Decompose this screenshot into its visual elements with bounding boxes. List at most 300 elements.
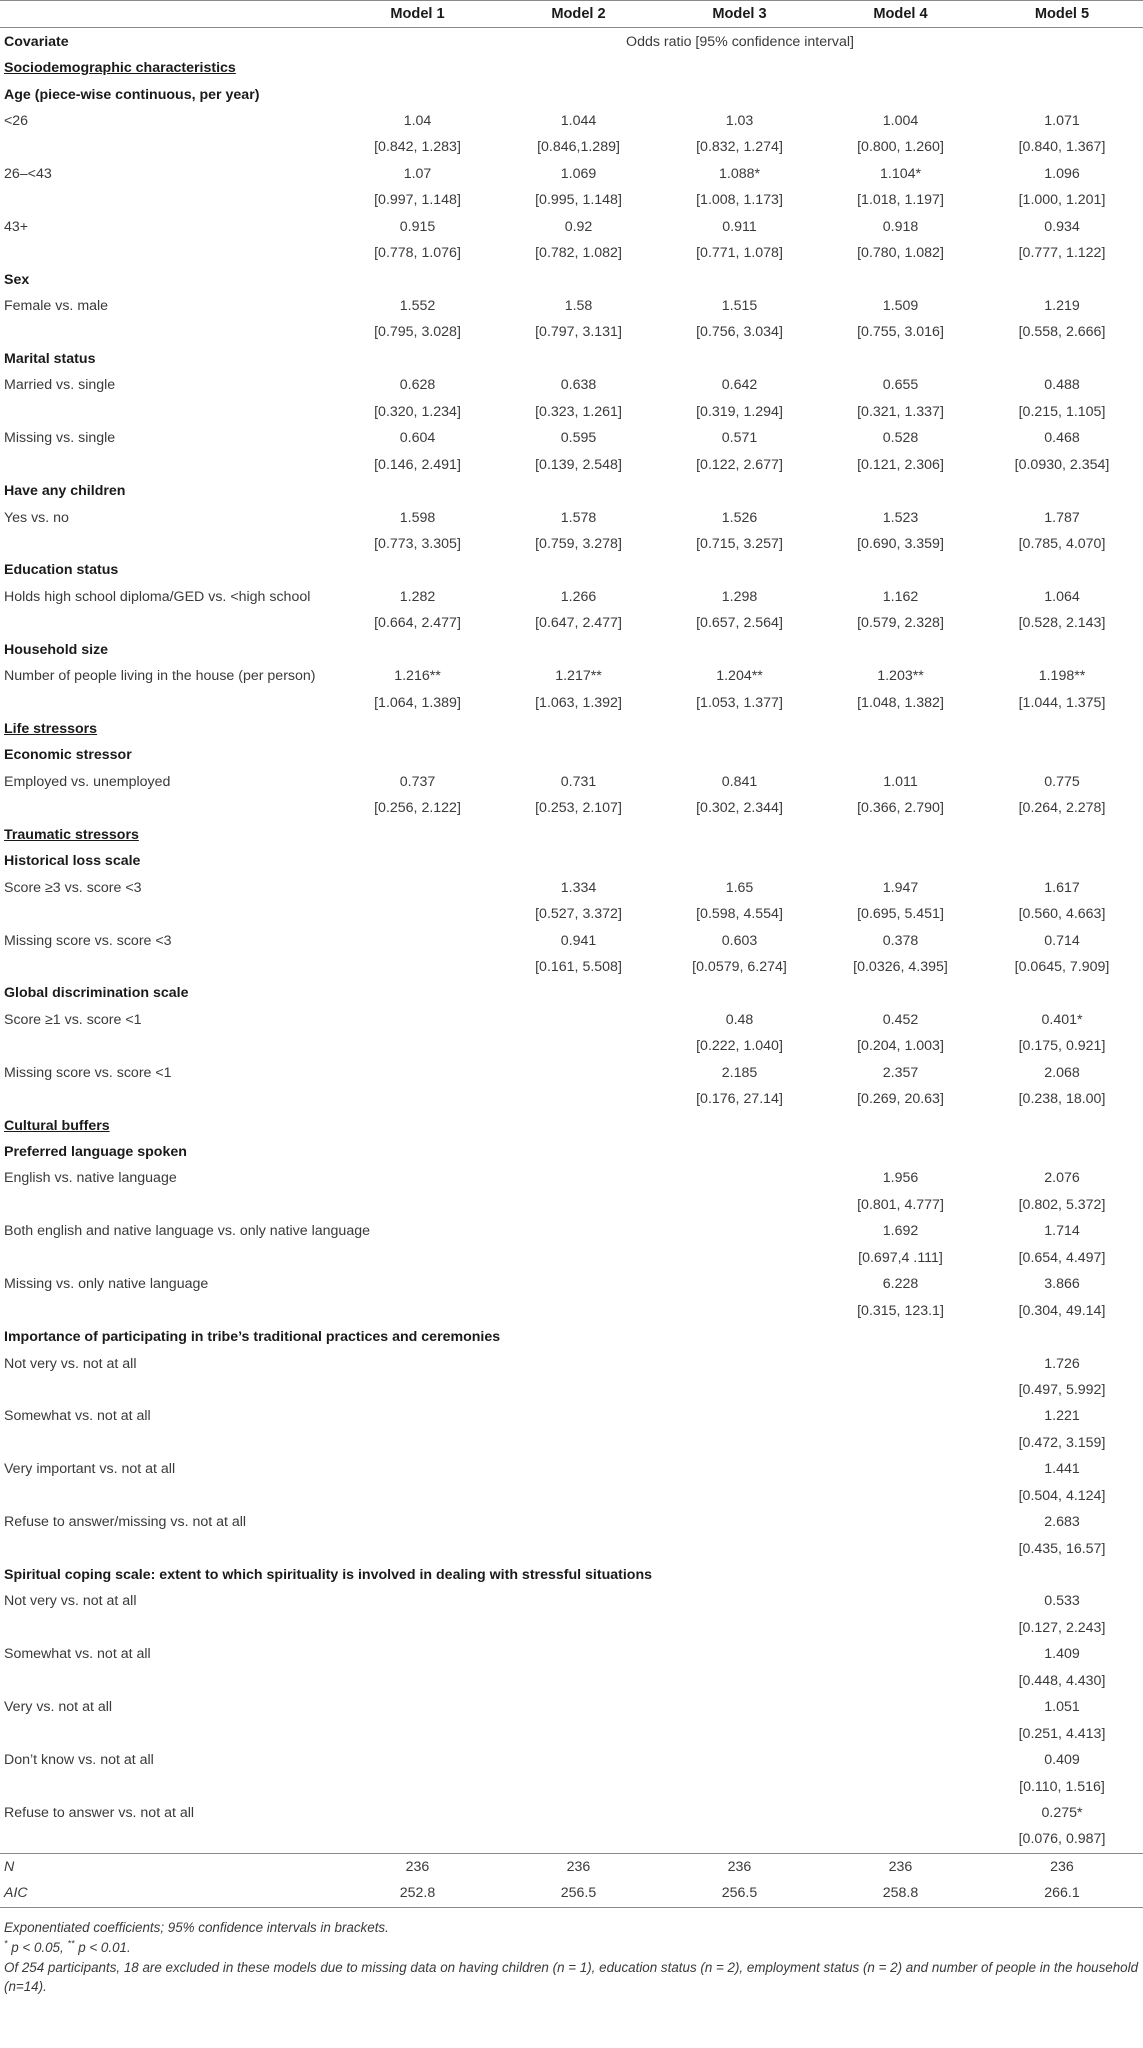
estimate-row bbox=[0, 1165, 1143, 1191]
row-label-blank bbox=[0, 795, 337, 821]
estimate-row bbox=[0, 108, 1143, 134]
estimate-row bbox=[0, 504, 1143, 530]
odds-ratio-cell: 0.528 bbox=[882, 430, 919, 447]
table-notes bbox=[0, 1908, 1143, 1996]
confidence-interval-cell bbox=[820, 1668, 981, 1694]
ci-row bbox=[0, 1826, 1143, 1853]
odds-ratio-cell: 1.298 bbox=[721, 588, 758, 605]
odds-ratio-cell: 1.221 bbox=[1044, 1408, 1080, 1425]
ci-row bbox=[0, 1615, 1143, 1641]
row-label-blank bbox=[0, 954, 337, 980]
confidence-interval-cell: [0.319, 1.294] bbox=[696, 403, 783, 420]
estimate-row bbox=[0, 1218, 1143, 1244]
confidence-interval-cell: [0.238, 18.00] bbox=[1018, 1091, 1106, 1108]
section-heading: Life stressors bbox=[4, 721, 98, 738]
confidence-interval-cell bbox=[820, 1483, 981, 1509]
confidence-interval-cell: [0.697,4 .111] bbox=[858, 1249, 943, 1266]
estimate-row bbox=[0, 663, 1143, 689]
confidence-interval-cell bbox=[659, 1615, 820, 1641]
odds-ratio-cell bbox=[337, 1060, 498, 1086]
odds-ratio-cell: 1.162 bbox=[882, 588, 919, 605]
confidence-interval-cell: [0.528, 2.143] bbox=[1018, 615, 1106, 632]
fit-statistic-value: 236 bbox=[820, 1853, 981, 1880]
confidence-interval-cell bbox=[659, 1826, 820, 1853]
confidence-interval-cell: [0.527, 3.372] bbox=[535, 906, 622, 923]
odds-ratio-cell: 1.216** bbox=[394, 668, 441, 685]
covariate-header: Covariate bbox=[4, 33, 69, 50]
odds-ratio-cell: 1.441 bbox=[1044, 1461, 1080, 1478]
confidence-interval-cell bbox=[337, 1615, 498, 1641]
fit-statistic-value: 258.8 bbox=[820, 1880, 981, 1907]
variable-group-label: Education status bbox=[4, 562, 119, 579]
odds-ratio-cell bbox=[337, 1271, 498, 1297]
fit-statistic-value: 236 bbox=[659, 1853, 820, 1880]
confidence-interval-cell: [0.256, 2.122] bbox=[374, 800, 461, 817]
confidence-interval-cell: [0.780, 1.082] bbox=[857, 245, 944, 262]
ci-row bbox=[0, 1192, 1143, 1218]
confidence-interval-cell bbox=[659, 1430, 820, 1456]
odds-ratio-cell: 0.655 bbox=[882, 377, 919, 394]
confidence-interval-cell: [1.064, 1.389] bbox=[374, 694, 461, 711]
header-blank bbox=[0, 1, 337, 28]
odds-ratio-cell bbox=[820, 1588, 981, 1614]
confidence-interval-cell bbox=[498, 1615, 659, 1641]
odds-ratio-cell: 1.409 bbox=[1044, 1646, 1080, 1663]
confidence-interval-cell: [0.146, 2.491] bbox=[374, 456, 461, 473]
row-label-blank bbox=[0, 1377, 337, 1403]
ci-row bbox=[0, 134, 1143, 160]
odds-ratio-cell: 1.515 bbox=[721, 298, 758, 315]
row-label-blank bbox=[0, 1720, 337, 1746]
variable-group-label: Age (piece-wise continuous, per year) bbox=[4, 86, 260, 103]
note-p01: p < 0.01. bbox=[74, 1939, 131, 1955]
estimate-row bbox=[0, 161, 1143, 187]
odds-ratio-cell bbox=[498, 1218, 659, 1244]
variable-group-row bbox=[0, 1562, 1143, 1588]
confidence-interval-cell: [0.122, 2.677] bbox=[696, 456, 783, 473]
variable-group-label: Marital status bbox=[4, 350, 96, 367]
odds-ratio-cell bbox=[820, 1350, 981, 1376]
odds-ratio-cell: 2.076 bbox=[1044, 1170, 1080, 1187]
note-p05: p < 0.05, bbox=[7, 1939, 68, 1955]
estimate-row bbox=[0, 1060, 1143, 1086]
ci-row bbox=[0, 399, 1143, 425]
confidence-interval-cell: [0.304, 49.14] bbox=[1018, 1302, 1106, 1319]
note-exponentiated: Exponentiated coefficients; 95% confidence intervals in brackets. bbox=[4, 1919, 389, 1935]
row-label-blank bbox=[0, 1668, 337, 1694]
estimate-row bbox=[0, 1403, 1143, 1429]
odds-ratio-cell: 1.096 bbox=[1044, 165, 1080, 182]
odds-ratio-cell bbox=[820, 1641, 981, 1667]
odds-ratio-cell bbox=[820, 1800, 981, 1826]
row-label-blank bbox=[0, 1086, 337, 1112]
confidence-interval-cell bbox=[659, 1668, 820, 1694]
odds-ratio-cell: 2.185 bbox=[721, 1064, 758, 1081]
confidence-interval-cell bbox=[820, 1826, 981, 1853]
odds-ratio-cell: 1.266 bbox=[560, 588, 597, 605]
estimate-row bbox=[0, 1509, 1143, 1535]
odds-ratio-cell bbox=[337, 1747, 498, 1773]
confidence-interval-cell: [0.472, 3.159] bbox=[1018, 1434, 1106, 1451]
odds-ratio-cell: 1.051 bbox=[1044, 1699, 1080, 1716]
confidence-interval-cell bbox=[820, 1535, 981, 1561]
confidence-interval-cell: [0.269, 20.63] bbox=[857, 1091, 944, 1108]
confidence-interval-cell: [0.997, 1.148] bbox=[374, 192, 461, 209]
odds-ratio-cell: 0.841 bbox=[721, 773, 758, 790]
odds-ratio-cell bbox=[498, 1588, 659, 1614]
odds-ratio-cell: 1.104* bbox=[879, 165, 922, 182]
covariate-level-label: 26–<43 bbox=[4, 165, 52, 182]
covariate-level-label: Holds high school diploma/GED vs. <high school bbox=[4, 588, 311, 605]
odds-ratio-cell bbox=[659, 1509, 820, 1535]
variable-group-label: Spiritual coping scale: extent to which spirituality is involved in dealing with stressful situations bbox=[4, 1567, 653, 1584]
row-label-blank bbox=[0, 1483, 337, 1509]
ci-row bbox=[0, 240, 1143, 266]
confidence-interval-cell: [0.782, 1.082] bbox=[535, 245, 622, 262]
row-label-blank bbox=[0, 1033, 337, 1059]
odds-ratio-cell: 0.409 bbox=[1044, 1752, 1080, 1769]
odds-ratio-cell bbox=[820, 1456, 981, 1482]
odds-ratio-cell: 0.911 bbox=[722, 218, 757, 235]
odds-ratio-cell bbox=[659, 1694, 820, 1720]
confidence-interval-cell: [0.504, 4.124] bbox=[1018, 1487, 1106, 1504]
odds-ratio-cell: 1.064 bbox=[1044, 588, 1080, 605]
odds-ratio-cell: 1.004 bbox=[882, 112, 919, 129]
confidence-interval-cell: [0.664, 2.477] bbox=[374, 615, 461, 632]
fit-statistic-value: 256.5 bbox=[498, 1880, 659, 1907]
section-heading: Sociodemographic characteristics bbox=[4, 60, 236, 77]
confidence-interval-cell bbox=[659, 1535, 820, 1561]
confidence-interval-cell bbox=[337, 1297, 498, 1323]
confidence-interval-cell: [0.448, 4.430] bbox=[1018, 1672, 1106, 1689]
confidence-interval-cell: [0.598, 4.554] bbox=[696, 906, 783, 923]
confidence-interval-cell: [0.321, 1.337] bbox=[857, 403, 944, 420]
covariate-level-label: Missing vs. only native language bbox=[4, 1276, 209, 1293]
confidence-interval-cell: [0.0579, 6.274] bbox=[692, 958, 787, 975]
confidence-interval-cell: [0.777, 1.122] bbox=[1018, 245, 1106, 262]
estimate-row bbox=[0, 293, 1143, 319]
confidence-interval-cell bbox=[498, 1297, 659, 1323]
confidence-interval-cell bbox=[498, 1086, 659, 1112]
estimate-row bbox=[0, 1007, 1143, 1033]
confidence-interval-cell bbox=[498, 1033, 659, 1059]
odds-ratio-cell bbox=[337, 1165, 498, 1191]
odds-ratio-cell: 0.378 bbox=[882, 932, 919, 949]
confidence-interval-cell bbox=[337, 1483, 498, 1509]
covariate-level-label: Score ≥1 vs. score <1 bbox=[4, 1011, 142, 1028]
confidence-interval-cell bbox=[337, 1245, 498, 1271]
odds-ratio-cell: 1.65 bbox=[725, 879, 754, 896]
odds-ratio-cell bbox=[337, 874, 498, 900]
variable-group-row bbox=[0, 266, 1143, 292]
confidence-interval-cell bbox=[659, 1245, 820, 1271]
estimate-row bbox=[0, 1350, 1143, 1376]
odds-ratio-cell: 1.58 bbox=[564, 298, 593, 315]
odds-ratio-cell bbox=[659, 1403, 820, 1429]
confidence-interval-cell: [0.657, 2.564] bbox=[696, 615, 783, 632]
confidence-interval-cell bbox=[820, 1720, 981, 1746]
odds-ratio-cell bbox=[659, 1456, 820, 1482]
odds-ratio-cell bbox=[498, 1350, 659, 1376]
confidence-interval-cell: [0.435, 16.57] bbox=[1018, 1540, 1106, 1557]
odds-ratio-cell: 1.088* bbox=[718, 165, 761, 182]
variable-group-row bbox=[0, 848, 1143, 874]
ci-row bbox=[0, 1773, 1143, 1799]
confidence-interval-cell: [0.558, 2.666] bbox=[1018, 324, 1106, 341]
confidence-interval-cell bbox=[659, 1773, 820, 1799]
covariate-level-label: Somewhat vs. not at all bbox=[4, 1646, 151, 1663]
odds-ratio-cell: 0.918 bbox=[882, 218, 919, 235]
confidence-interval-cell: [0.695, 5.451] bbox=[857, 906, 944, 923]
confidence-interval-cell: [0.995, 1.148] bbox=[535, 192, 622, 209]
odds-ratio-cell: 0.488 bbox=[1044, 377, 1080, 394]
odds-ratio-cell: 0.604 bbox=[399, 430, 436, 447]
odds-ratio-cell bbox=[659, 1350, 820, 1376]
confidence-interval-cell: [0.253, 2.107] bbox=[535, 800, 622, 817]
model-header: Model 2 bbox=[498, 1, 659, 28]
odds-ratio-cell: 1.219 bbox=[1044, 298, 1080, 315]
odds-ratio-cell: 0.452 bbox=[882, 1011, 919, 1028]
ci-row bbox=[0, 1377, 1143, 1403]
odds-ratio-cell: 1.044 bbox=[560, 112, 597, 129]
confidence-interval-cell: [0.264, 2.278] bbox=[1018, 800, 1106, 817]
fit-statistic-label: N bbox=[0, 1853, 337, 1880]
confidence-interval-cell: [0.323, 1.261] bbox=[535, 403, 622, 420]
covariate-level-label: Don’t know vs. not at all bbox=[4, 1752, 154, 1769]
fit-statistic-row bbox=[0, 1880, 1143, 1907]
confidence-interval-cell: [0.759, 3.278] bbox=[535, 535, 622, 552]
odds-ratio-cell bbox=[659, 1588, 820, 1614]
fit-statistic-value: 236 bbox=[981, 1853, 1143, 1880]
confidence-interval-cell: [1.008, 1.173] bbox=[696, 192, 783, 209]
confidence-interval-cell bbox=[498, 1377, 659, 1403]
confidence-interval-cell: [1.000, 1.201] bbox=[1018, 192, 1106, 209]
confidence-interval-cell: [0.110, 1.516] bbox=[1019, 1778, 1105, 1795]
ci-row bbox=[0, 1086, 1143, 1112]
confidence-interval-cell bbox=[498, 1535, 659, 1561]
confidence-interval-cell: [0.222, 1.040] bbox=[696, 1038, 783, 1055]
odds-ratio-cell bbox=[820, 1509, 981, 1535]
row-label-blank bbox=[0, 319, 337, 345]
odds-ratio-cell bbox=[820, 1694, 981, 1720]
odds-ratio-cell: 1.204** bbox=[716, 668, 763, 685]
covariate-row bbox=[0, 28, 1143, 55]
fit-statistic-value: 236 bbox=[498, 1853, 659, 1880]
confidence-interval-cell bbox=[659, 1483, 820, 1509]
confidence-interval-cell bbox=[498, 1773, 659, 1799]
odds-ratio-cell: 0.731 bbox=[560, 773, 597, 790]
section-heading: Cultural buffers bbox=[4, 1117, 110, 1134]
odds-ratio-cell: 0.571 bbox=[721, 430, 758, 447]
odds-ratio-cell bbox=[337, 1641, 498, 1667]
confidence-interval-cell: [0.0326, 4.395] bbox=[853, 958, 948, 975]
odds-ratio-cell: 1.04 bbox=[403, 112, 432, 129]
variable-group-label: Have any children bbox=[4, 483, 126, 500]
confidence-interval-cell bbox=[659, 1192, 820, 1218]
fit-statistic-label: AIC bbox=[0, 1880, 337, 1907]
variable-group-label: Preferred language spoken bbox=[4, 1144, 187, 1161]
confidence-interval-cell: [0.715, 3.257] bbox=[696, 535, 783, 552]
estimate-row bbox=[0, 372, 1143, 398]
confidence-interval-cell bbox=[498, 1668, 659, 1694]
covariate-level-label: Very important vs. not at all bbox=[4, 1461, 176, 1478]
ci-row bbox=[0, 451, 1143, 477]
note-star: * bbox=[4, 1938, 8, 1949]
confidence-interval-cell: [1.053, 1.377] bbox=[696, 694, 783, 711]
variable-group-row bbox=[0, 1139, 1143, 1165]
covariate-level-label: Missing vs. single bbox=[4, 430, 116, 447]
confidence-interval-cell bbox=[337, 1192, 498, 1218]
confidence-interval-cell bbox=[659, 1377, 820, 1403]
odds-ratio-cell: 0.934 bbox=[1044, 218, 1080, 235]
odds-ratio-cell bbox=[498, 1403, 659, 1429]
section-heading: Traumatic stressors bbox=[4, 826, 139, 843]
confidence-interval-cell bbox=[337, 1033, 498, 1059]
ci-row bbox=[0, 187, 1143, 213]
odds-ratio-cell: 0.642 bbox=[721, 377, 758, 394]
estimate-row bbox=[0, 214, 1143, 240]
odds-ratio-cell bbox=[337, 1588, 498, 1614]
estimate-row bbox=[0, 1747, 1143, 1773]
confidence-interval-cell: [1.044, 1.375] bbox=[1018, 694, 1106, 711]
fit-statistic-value: 266.1 bbox=[981, 1880, 1143, 1907]
confidence-interval-cell: [0.785, 4.070] bbox=[1018, 535, 1106, 552]
variable-group-row bbox=[0, 346, 1143, 372]
covariate-level-label: Not very vs. not at all bbox=[4, 1593, 137, 1610]
odds-ratio-cell: 1.692 bbox=[882, 1223, 919, 1240]
covariate-level-label: Yes vs. no bbox=[4, 509, 69, 526]
row-label-blank bbox=[0, 689, 337, 715]
odds-ratio-cell bbox=[498, 1060, 659, 1086]
covariate-level-label: Refuse to answer/missing vs. not at all bbox=[4, 1514, 247, 1531]
confidence-interval-cell: [0.846,1.289] bbox=[537, 139, 620, 156]
fit-statistic-value: 236 bbox=[337, 1853, 498, 1880]
variable-group-label: Historical loss scale bbox=[4, 853, 141, 870]
odds-ratio-cell: 1.578 bbox=[560, 509, 597, 526]
confidence-interval-cell bbox=[337, 1720, 498, 1746]
confidence-interval-cell bbox=[337, 1377, 498, 1403]
odds-ratio-cell bbox=[820, 1403, 981, 1429]
covariate-level-label: Score ≥3 vs. score <3 bbox=[4, 879, 142, 896]
odds-ratio-cell: 1.714 bbox=[1044, 1223, 1080, 1240]
covariate-level-label: <26 bbox=[4, 112, 29, 129]
odds-ratio-cell: 0.48 bbox=[725, 1011, 754, 1028]
odds-ratio-cell: 1.787 bbox=[1044, 509, 1080, 526]
confidence-interval-cell bbox=[337, 1826, 498, 1853]
covariate-level-label: Employed vs. unemployed bbox=[4, 773, 171, 790]
confidence-interval-cell bbox=[498, 1192, 659, 1218]
note-exclusions: Of 254 participants, 18 are excluded in these models due to missing data on having children (n = 1), education status (n = 2), employment status (n = 2) and number of people in the household (n=14). bbox=[4, 1959, 1139, 1994]
odds-ratio-cell bbox=[498, 1509, 659, 1535]
odds-ratio-cell bbox=[498, 1271, 659, 1297]
odds-ratio-cell bbox=[659, 1641, 820, 1667]
model-header: Model 1 bbox=[337, 1, 498, 28]
row-label-blank bbox=[0, 1430, 337, 1456]
variable-group-label: Global discrimination scale bbox=[4, 985, 189, 1002]
odds-ratio-cell: 1.069 bbox=[560, 165, 597, 182]
confidence-interval-cell bbox=[820, 1615, 981, 1641]
variable-group-label: Sex bbox=[4, 271, 30, 288]
odds-ratio-cell bbox=[337, 1350, 498, 1376]
confidence-interval-cell bbox=[498, 1720, 659, 1746]
odds-ratio-cell bbox=[498, 1456, 659, 1482]
odds-ratio-cell: 0.275* bbox=[1041, 1804, 1083, 1821]
odds-ratio-cell: 1.526 bbox=[721, 509, 758, 526]
covariate-level-label: Missing score vs. score <1 bbox=[4, 1064, 172, 1081]
odds-ratio-cell bbox=[498, 1694, 659, 1720]
estimate-row bbox=[0, 1641, 1143, 1667]
confidence-interval-cell bbox=[498, 1430, 659, 1456]
odds-ratio-cell: 0.775 bbox=[1044, 773, 1080, 790]
covariate-level-label: Missing score vs. score <3 bbox=[4, 932, 172, 949]
ci-row bbox=[0, 610, 1143, 636]
confidence-interval-cell: [0.127, 2.243] bbox=[1018, 1619, 1106, 1636]
ci-row bbox=[0, 1483, 1143, 1509]
odds-ratio-cell bbox=[659, 1218, 820, 1244]
confidence-interval-cell: [0.560, 4.663] bbox=[1018, 906, 1106, 923]
covariate-level-label: Married vs. single bbox=[4, 377, 116, 394]
confidence-interval-cell: [0.320, 1.234] bbox=[374, 403, 461, 420]
variable-group-label: Importance of participating in tribe’s traditional practices and ceremonies bbox=[4, 1329, 501, 1346]
row-label-blank bbox=[0, 451, 337, 477]
confidence-interval-cell bbox=[337, 1430, 498, 1456]
odds-ratio-cell: 1.03 bbox=[725, 112, 754, 129]
odds-ratio-cell bbox=[337, 1007, 498, 1033]
odds-ratio-cell: 0.941 bbox=[560, 932, 597, 949]
confidence-interval-cell: [0.795, 3.028] bbox=[374, 324, 461, 341]
estimate-row bbox=[0, 425, 1143, 451]
confidence-interval-cell: [0.161, 5.508] bbox=[535, 958, 622, 975]
row-label-blank bbox=[0, 187, 337, 213]
odds-ratio-cell: 1.011 bbox=[883, 773, 918, 790]
row-label-blank bbox=[0, 610, 337, 636]
covariate-level-label: Very vs. not at all bbox=[4, 1699, 113, 1716]
model-header-row bbox=[0, 1, 1143, 28]
ci-row bbox=[0, 1720, 1143, 1746]
odds-ratio-cell: 2.357 bbox=[882, 1064, 919, 1081]
estimate-row bbox=[0, 769, 1143, 795]
estimate-row bbox=[0, 1456, 1143, 1482]
odds-ratio-cell bbox=[659, 1747, 820, 1773]
confidence-interval-cell: [1.048, 1.382] bbox=[857, 694, 944, 711]
confidence-interval-cell: [0.215, 1.105] bbox=[1018, 403, 1106, 420]
confidence-interval-cell: [0.251, 4.413] bbox=[1018, 1725, 1106, 1742]
ci-row bbox=[0, 1245, 1143, 1271]
confidence-interval-cell: [0.0930, 2.354] bbox=[1014, 456, 1110, 473]
estimate-row bbox=[0, 1800, 1143, 1826]
estimate-row bbox=[0, 874, 1143, 900]
confidence-interval-cell: [0.366, 2.790] bbox=[857, 800, 944, 817]
odds-ratio-cell: 1.071 bbox=[1044, 112, 1080, 129]
confidence-interval-cell: [0.302, 2.344] bbox=[696, 800, 783, 817]
confidence-interval-cell bbox=[498, 1483, 659, 1509]
confidence-interval-cell: [0.0645, 7.909] bbox=[1014, 958, 1110, 975]
confidence-interval-cell: [0.800, 1.260] bbox=[857, 139, 944, 156]
confidence-interval-cell: [0.497, 5.992] bbox=[1018, 1381, 1106, 1398]
covariate-level-label: Refuse to answer vs. not at all bbox=[4, 1804, 195, 1821]
ci-row bbox=[0, 795, 1143, 821]
odds-ratio-cell: 0.468 bbox=[1044, 430, 1080, 447]
confidence-interval-cell bbox=[820, 1430, 981, 1456]
variable-group-row bbox=[0, 478, 1143, 504]
odds-ratio-cell: 1.198** bbox=[1038, 668, 1086, 685]
confidence-interval-cell: [0.840, 1.367] bbox=[1018, 139, 1106, 156]
ci-row bbox=[0, 531, 1143, 557]
note-star2: ** bbox=[67, 1938, 75, 1949]
section-heading-row bbox=[0, 55, 1143, 81]
fit-statistic-row bbox=[0, 1853, 1143, 1880]
confidence-interval-cell bbox=[659, 1720, 820, 1746]
